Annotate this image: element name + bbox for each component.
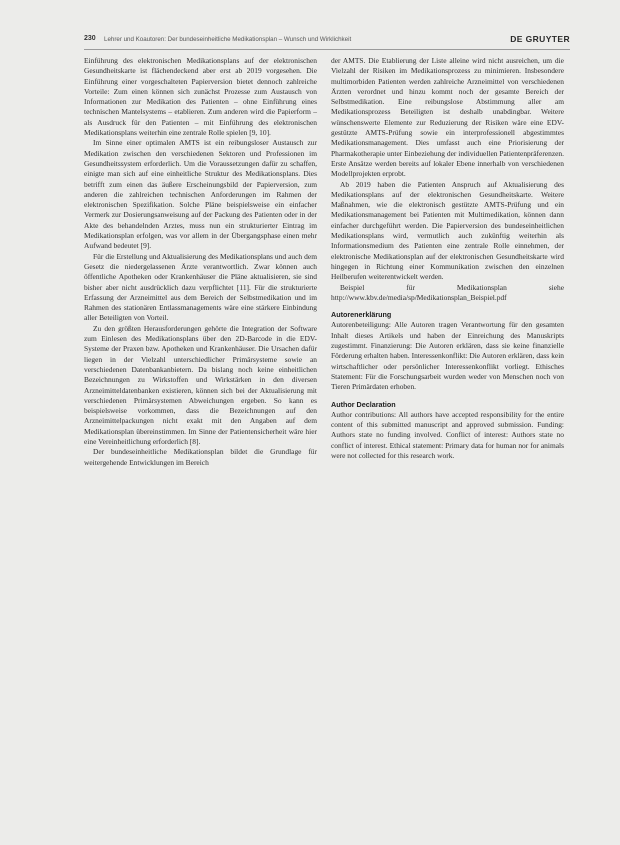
body-paragraph: Beispiel für Medikationsplan siehe http://www.kbv.de/media/sp/Medikationsplan_Beispiel.pdf [331, 282, 564, 302]
body-paragraph: Der bundeseinheitliche Medikationsplan bildet die Grundlage für weitergehende Entwicklungen im Bereich [84, 447, 317, 467]
running-header [84, 33, 570, 47]
body-paragraph: Zu den größten Herausforderungen gehörte die Integration der Software zum Einlesen des Medikationsplans über den 2D-Barcode in die EDV-Systeme der Praxen bzw. Apotheken und Krankenhäuser. Die Ursachen dafür liegen in der Vielzahl unterschiedlicher Primärsysteme sowie an verschiedenen Datenbankanbietern. Da bislang noch keine einheitlichen Bezeichnungen zu Wirkstoffen und Wirkstärken in den diversen Arzneimitteldatenbanken existieren, können sich bei der Aktualisierung mit verschiedenen Primärsystemen Abweichungen ergeben. So kann es beispielsweise vorkommen, dass die Bezeichnungen auf den Arzneimittelpackungen nicht exakt mit den Angaben auf dem Medikationsplan übereinstimmen. Im Sinne der Patientensicherheit wäre hier eine Vereinheitlichung erforderlich [8]. [84, 323, 317, 446]
header-rule [84, 49, 570, 50]
right-column [331, 56, 564, 461]
section-heading-autorenerklaerung: Autorenerklärung [331, 310, 392, 320]
body-paragraph: der AMTS. Die Etablierung der Liste alleine wird nicht ausreichen, um die Vielzahl der Risiken im Medikationsprozess zu minimieren. Insbesondere multimorbiden Patienten werden zahlreiche Arzneimittel von verschiedenen Ärzten verordnet und hinzu kommt noch der gesamte Bereich der Selbstmedikation. Eine reibungslose Abstimmung aller am Medikationsprozess Beteiligten ist deshalb unabdingbar. Weitere wünschenswerte Elemente zur Reduzierung der Risiken wäre eine EDV-gestützte AMTS-Prüfung sowie ein interprofessionell abgestimmtes Medikationsmanagement. Dies umfasst auch eine Priorisierung der Pharmakotherapie unter Einbeziehung der individuellen Patientenpräferenzen. Erste Ansätze werden bereits auf lokaler Ebene innerhalb von verschiedenen Modellprojekten erprobt. [331, 56, 564, 179]
left-column [84, 56, 317, 468]
body-paragraph: Ab 2019 haben die Patienten Anspruch auf Aktualisierung des Medikationsplans auf der elektronischen Gesundheitskarte. Weitere Maßnahmen, wie die elektronisch gestützte AMTS-Prüfung und ein Medikationsmanagement bei Patienten mit Multimedikation, können dann einfacher durchgeführt werden. Die Papierversion des bundeseinheitlichen Medikationsplans wird, vermutlich auch zukünftig weiterhin als Informationsmedium des Patienten eine zentrale Rolle einnehmen, der elektronische Medikationsplan auf der elektronischen Gesundheitskarte wird hingegen in Richtung einer Kommunikation zwischen den einzelnen Heilberufen weiterentwickelt werden. [331, 179, 564, 282]
declaration-text-de: Autorenbeteiligung: Alle Autoren tragen Verantwortung für den gesamten Inhalt dieses Artikels und haben der Einreichung des Manuskripts zugestimmt. Finanzierung: Die Autoren erklären, dass sie keine finanzielle Förderung erhalten haben. Interessenkonflikt: Die Autoren erklären, dass kein wirtschaftlicher oder persönlicher Interessenkonflikt vorliegt. Ethisches Statement: Für die Forschungsarbeit wurden weder von Menschen noch von Tieren Primärdaten erhoben. [331, 320, 564, 392]
body-paragraph: Für die Erstellung und Aktualisierung des Medikationsplans und auch dem Gesetz die niedergelassenen Ärzte verantwortlich. Zwar können auch öffentliche Apotheken oder Krankenhäuser die Pläne aktualisieren, sie sind bisher aber nicht ausdrücklich dazu verpflichtet [11]. Für die strukturierte Erfassung der Arzneimittel aus dem Bereich der Selbstmedikation und im Rahmen des stationären Entlassmanagements wäre eine stärkere Einbindung aller Beteiligten von Vorteil. [84, 251, 317, 323]
page-number: 230 [84, 35, 96, 42]
publisher-logo: DE GRUYTER [510, 34, 570, 44]
section-heading-author-declaration: Author Declaration [331, 399, 396, 409]
declaration-text-en: Author contributions: All authors have accepted responsibility for the entire content of this submitted manuscript and approved submission. Funding: Authors state no funding involved. Conflict of interest: Authors state no conflict of interest. Ethical statement: Primary data for human nor for animals were not collected for this research work. [331, 409, 564, 460]
body-paragraph: Im Sinne einer optimalen AMTS ist ein reibungsloser Austausch zur Medikation zwischen den verschiedenen Sektoren und Professionen im Gesundheitssystem erforderlich. Um die Voraussetzungen dafür zu schaffen, einigte man sich auf eine einheitliche Struktur des Medikationsplans. Dies betrifft zum einen das äußere Erscheinungsbild der Papierversion, zum anderen die zahlreichen technischen Anforderungen im Rahmen der elektronischen Spezifikation. Solche Pläne beispielsweise ein einfacher Vermerk zur Dosierungsanweisung auf der Packung des Patienten oder in der Akte des behandelnden Arztes, muss nun ein strukturierter Eintrag im Medikationsplan erfolgen, was vor allem in der Übergangsphase einen mehr Aufwand bedeutet [9]. [84, 138, 317, 251]
running-title: Lehrer und Koautoren: Der bundeseinheitliche Medikationsplan – Wunsch und Wirklichkeit [104, 36, 352, 43]
body-paragraph: Einführung des elektronischen Medikationsplans auf der elektronischen Gesundheitskarte ist flächendeckend aber erst ab 2019 vorgesehen. Die Einführung einer vorgeschalteten Papierversion bietet dennoch zahlreiche Vorteile: Zum einen können sich zunächst Prozesse zum Austausch von Informationen zur Medikation des Patienten – ohne Einführung eines technischen Mantelsystems – etablieren. Zum anderen wird die Papierform – als Ausdruck für den Patienten – mit Einführung des elektronischen Medikationsplans weiterhin eine zentrale Rolle spielen [9, 10]. [84, 56, 317, 138]
